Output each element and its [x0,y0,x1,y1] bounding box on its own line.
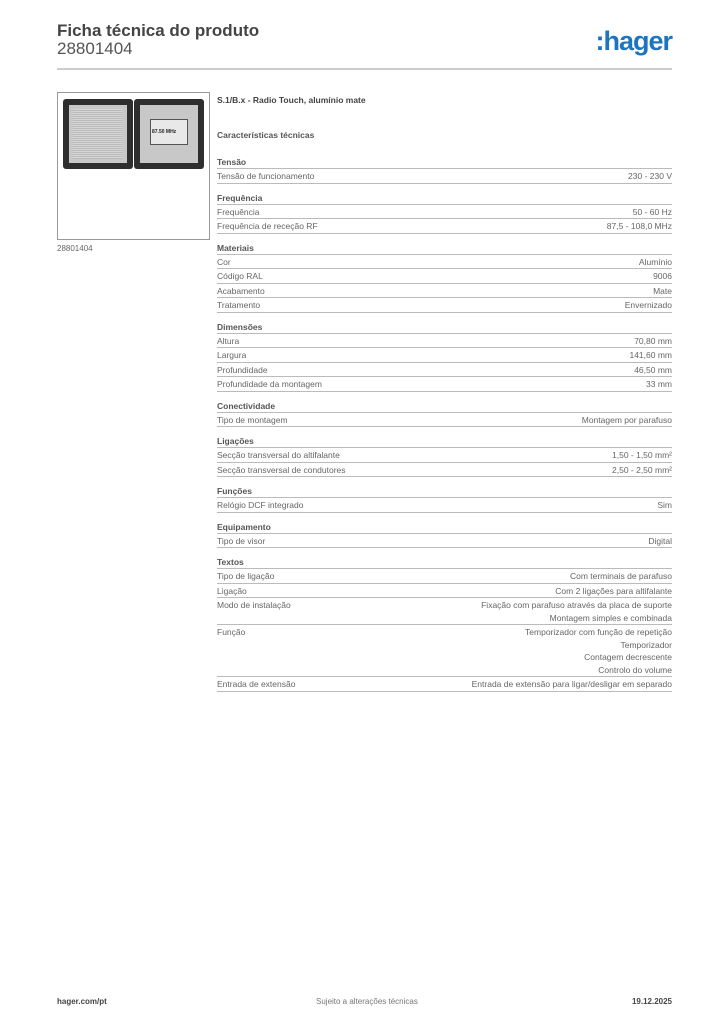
spec-value-line: 1,50 - 1,50 mm² [612,450,672,460]
footer-note: Sujeito a alterações técnicas [316,997,418,1006]
spec-value-line: 50 - 60 Hz [632,206,672,217]
spec-label: Tipo de montagem [217,414,288,425]
radio-screen: 87.50 MHz [150,119,188,145]
spec-row [217,584,672,599]
spec-value-line: 87,5 - 108,0 MHz [606,221,672,231]
spec-value [570,570,672,583]
spec-value-line: Digital [648,535,672,546]
spec-value-line: Contagem decrescente [584,652,672,662]
spec-label: Ligação [217,585,247,596]
spec-label: Tensão de funcionamento [217,171,315,181]
spec-row [217,534,672,549]
section-title: Equipamento [217,522,672,534]
spec-row [217,348,672,363]
hager-logo: :hager [595,26,672,56]
spec-value [657,499,672,512]
spec-label: Modo de instalação [217,600,291,610]
spec-row [217,413,672,428]
spec-value-line: Sim [657,500,672,510]
footer-site[interactable]: hager.com/pt [57,997,107,1006]
spec-value-line: Alumínio [638,256,672,267]
spec-row [217,255,672,270]
spec-value [555,585,672,598]
spec-value [653,285,672,298]
spec-row [217,498,672,513]
spec-row [217,219,672,234]
spec-label: Acabamento [217,285,265,296]
section-title: Conectividade [217,401,672,413]
spec-value-line: Temporizador [620,639,672,650]
spec-row [217,625,672,677]
spec-label: Frequência de receção RF [217,221,318,231]
spec-value [639,256,672,269]
spec-label: Cor [217,256,231,267]
product-name: S.1/B.x - Radio Touch, alumínio mate [217,95,366,105]
spec-value-line: 9006 [653,271,672,281]
spec-value-line: 2,50 - 2,50 mm² [612,464,672,475]
section-title: Dimensões [217,322,672,334]
spec-value-line: Envernizado [624,300,672,310]
footer-date: 19.12.2025 [631,997,672,1006]
section-title: Materiais [217,243,672,255]
image-caption: 28801404 [57,244,93,253]
spec-row [217,298,672,313]
spec-row [217,169,672,184]
spec-label: Entrada de extensão [217,679,296,689]
section-title: Tensão [217,157,672,169]
spec-row [217,334,672,349]
section-title: Textos [217,557,672,569]
spec-label: Tipo de visor [217,535,266,546]
spec-label: Profundidade [217,364,268,375]
spec-row [217,363,672,378]
spec-value-line: Temporizador com função de repetição [525,627,672,637]
spec-label: Altura [217,335,240,346]
spec-row [217,377,672,392]
spec-label: Secção transversal do altifalante [217,450,340,460]
spec-row [217,569,672,584]
spec-label: Secção transversal de condutores [217,464,346,475]
spec-row [217,677,672,692]
spec-label: Tipo de ligação [217,571,275,581]
spec-value [648,535,672,548]
spec-row [217,448,672,463]
spec-value-line: 230 - 230 V [628,171,672,181]
spec-value [525,626,672,676]
spec-sheet [217,95,672,701]
spec-value-line: 141,60 mm [629,350,672,360]
spec-value-line: Com terminais de parafuso [569,571,672,581]
spec-value [607,220,672,233]
product-image [57,92,210,240]
spec-value [634,335,672,348]
spec-value [481,599,672,624]
spec-label: Frequência [217,206,260,217]
spec-value-line: Entrada de extensão para ligar/desligar em separado [471,679,672,689]
product-code: 28801404 [57,39,133,58]
spec-value [612,449,672,462]
spec-value [634,364,672,377]
spec-label: Relógio DCF integrado [217,500,304,510]
section-title: Frequência [217,193,672,205]
spec-row [217,463,672,478]
header-divider [57,68,672,70]
spec-label: Código RAL [217,271,263,281]
page-title: Ficha técnica do produto [57,21,260,40]
tech-section-title: Características técnicas [217,130,315,140]
spec-row [217,205,672,220]
spec-row [217,598,672,625]
spec-value-line: Montagem simples e combinada [549,612,672,623]
radio-plate [134,99,204,169]
section-title: Funções [217,486,672,498]
spec-value [625,299,672,312]
spec-label: Função [217,627,246,637]
spec-value [628,170,672,183]
section-title: Ligações [217,436,672,448]
spec-value-line: Mate [653,285,672,296]
spec-label: Largura [217,350,247,360]
speaker-plate [63,99,133,169]
spec-label: Tratamento [217,300,261,310]
spec-value [612,464,672,477]
spec-value-line: 33 mm [646,379,672,389]
spec-value [633,206,672,219]
spec-value-line: 70,80 mm [634,335,672,346]
spec-value-line: 46,50 mm [634,364,672,375]
spec-row [217,269,672,284]
spec-value-line: Controlo do volume [598,664,672,675]
spec-value [472,678,672,691]
spec-value [646,378,672,391]
spec-row [217,284,672,299]
spec-label: Profundidade da montagem [217,379,322,389]
spec-value [582,414,672,427]
spec-value-line: Com 2 ligações para altifalante [555,585,672,596]
spec-value-line: Fixação com parafuso através da placa de suporte [481,600,672,610]
spec-value [653,270,672,283]
spec-value [629,349,672,362]
spec-value-line: Montagem por parafuso [581,414,672,425]
